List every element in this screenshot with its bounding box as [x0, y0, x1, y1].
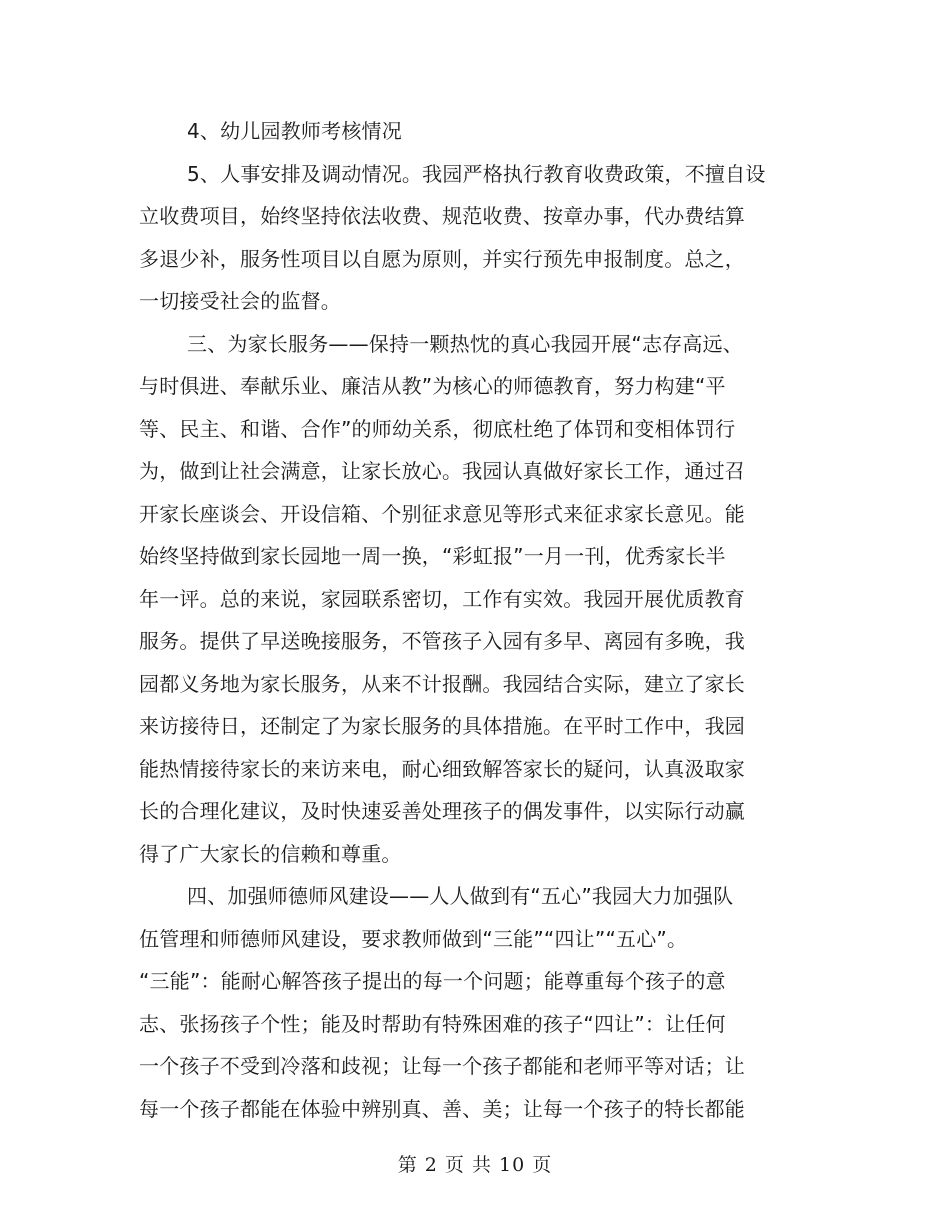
page-number-footer: 第 2 页 共 10 页 [397, 1154, 553, 1176]
text-line: 年一评。总的来说，家园联系密切，工作有实效。我园开展优质教育 [139, 586, 745, 611]
text-line: 5、人事安排及调动情况。我园严格执行教育收费政策，不擅自设 [187, 161, 766, 186]
text-line: 始终坚持做到家长园地一周一换，“彩虹报”一月一刊，优秀家长半 [139, 544, 726, 568]
text-line: 伍管理和师德师风建设，要求教师做到“三能”“四让”“五心”。 [139, 926, 688, 951]
text-line: 一个孩子不受到冷落和歧视；让每一个孩子都能和老师平等对话；让 [139, 1054, 745, 1078]
text-line: 来访接待日，还制定了为家长服务的具体措施。在平时工作中，我园 [139, 714, 745, 738]
text-line: 得了广大家长的信赖和尊重。 [139, 841, 402, 866]
text-line: 等、民主、和谐、合作”的师幼关系，彻底杜绝了体罚和变相体罚行 [139, 416, 736, 441]
text-line: 为，做到让社会满意，让家长放心。我园认真做好家长工作，通过召 [139, 459, 745, 483]
text-line: 一切接受社会的监督。 [139, 289, 341, 313]
text-line: 每一个孩子都能在体验中辨别真、善、美；让每一个孩子的特长都能 [139, 1096, 745, 1121]
text-line: 服务。提供了早送晚接服务，不管孩子入园有多早、离园有多晚，我 [139, 629, 745, 653]
text-line: 园都义务地为家长服务，从来不计报酬。我园结合实际，建立了家长 [139, 671, 745, 696]
text-line: 多退少补，服务性项目以自愿为原则，并实行预先申报制度。总之， [139, 246, 745, 271]
document-body [139, 110, 779, 1130]
text-line: 开家长座谈会、开设信箱、个别征求意见等形式来征求家长意见。能 [139, 501, 745, 526]
text-line: 志、张扬孩子个性；能及时帮助有特殊困难的孩子“四让”：让任何 [139, 1011, 726, 1036]
text-line: “三能”：能耐心解答孩子提出的每一个问题；能尊重每个孩子的意 [139, 969, 726, 993]
text-line: 立收费项目，始终坚持依法收费、规范收费、按章办事，代办费结算 [139, 204, 745, 228]
text-line: 能热情接待家长的来访来电，耐心细致解答家长的疑问，认真汲取家 [139, 756, 745, 781]
text-line: 与时俱进、奉献乐业、廉洁从教”为核心的师德教育，努力构建“平 [139, 374, 726, 398]
text-line: 三、为家长服务——保持一颗热忱的真心我园开展“志存高远、 [187, 331, 743, 356]
text-line: 四、加强师德师风建设——人人做到有“五心”我园大力加强队 [187, 884, 734, 908]
text-line: 4、幼儿园教师考核情况 [187, 119, 402, 143]
text-line: 长的合理化建议，及时快速妥善处理孩子的偶发事件，以实际行动赢 [139, 799, 745, 823]
